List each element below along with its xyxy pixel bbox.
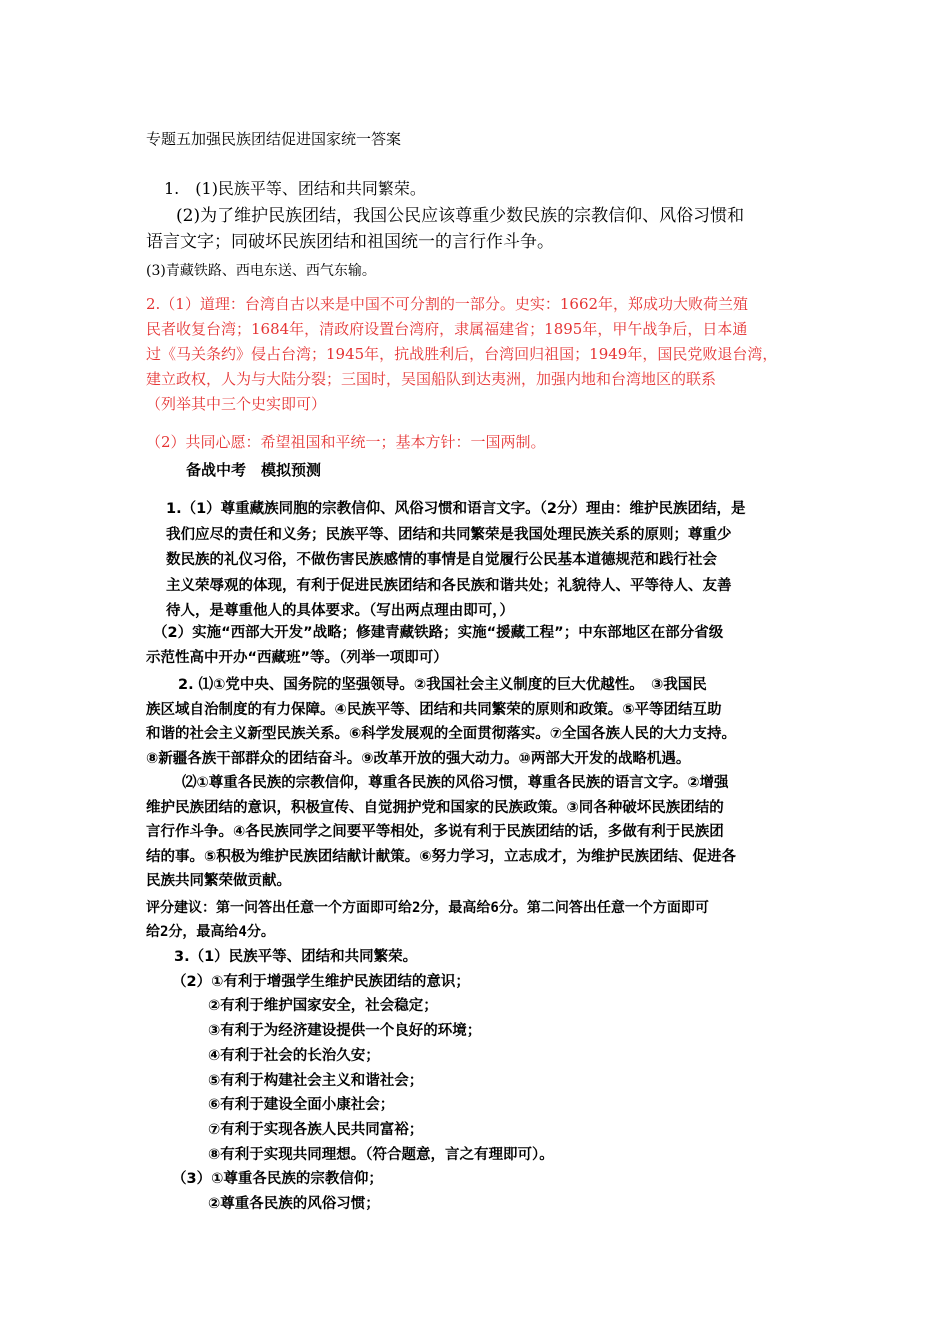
mock-answer-2-part-2 bbox=[146, 771, 821, 894]
mock-1-part-2b: 示范性高中开办“西藏班”等。（列举一项即可） bbox=[146, 650, 448, 666]
answer-2-line: （列举其中三个史实即可） bbox=[146, 395, 327, 413]
document-title: 专题五加强民族团结促进国家统一答案 bbox=[146, 130, 402, 148]
q3-part-3b: ②尊重各民族的风俗习惯； bbox=[208, 1196, 380, 1213]
q3-part-1: 3.（1）民族平等、团结和共同繁荣。 bbox=[174, 949, 418, 965]
scoring-suggestion bbox=[146, 896, 816, 944]
q3-part-2: （2）①有利于增强学生维护民族团结的意识； bbox=[172, 973, 470, 990]
answer-section-1 bbox=[146, 175, 826, 285]
mock-1-line: 1.（1）尊重藏族同胞的宗教信仰、风俗习惯和语言文字。（2分）理由：维护民族团结，是 bbox=[166, 501, 746, 517]
mock-2-line: ⑧新疆各族干部群众的团结奋斗。⑨改革开放的强大动力。⑩两部大开发的战略机遇。 bbox=[146, 750, 691, 767]
scoring-line: 评分建议：第一问答出任意一个方面即可给2分，最高给6分。第二问答出任意一个方面即可 bbox=[146, 900, 709, 916]
answer-2-line: 建立政权，人为与大陆分裂；三国时，吴国船队到达夷洲，加强内地和台湾地区的联系 bbox=[146, 370, 717, 388]
mock-1-line: 数民族的礼仪习俗，不做伤害民族感情的事情是自觉履行公民基本道德规范和践行社会 bbox=[166, 552, 717, 568]
mock-1-line: 主义荣辱观的体现，有利于促进民族团结和各民族和谐共处；礼貌待人、平等待人、友善 bbox=[166, 577, 732, 594]
mock-1-part-2a: （2）实施“西部大开发”战略；修建青藏铁路；实施“援藏工程”；中东部地区在部分省级 bbox=[153, 625, 724, 641]
answer-1-part-1: 1. (1)民族平等、团结和共同繁荣。 bbox=[164, 179, 426, 198]
mock-2-part-2-line: 民族共同繁荣做贡献。 bbox=[146, 873, 291, 889]
answer-2-line: 民者收复台湾；1684年，清政府设置台湾府，隶属福建省；1895年，甲午战争后，日本通 bbox=[146, 320, 748, 338]
answer-2-line: 过《马关条约》侵占台湾；1945年，抗战胜利后，台湾回归祖国；1949年，国民党败退台湾， bbox=[146, 345, 778, 363]
mock-answer-3 bbox=[146, 945, 821, 1217]
mock-1-line: 待人，是尊重他人的具体要求。（写出两点理由即可，） bbox=[166, 603, 514, 619]
scoring-line: 给2分，最高给4分。 bbox=[146, 924, 275, 940]
q3-item: ⑥有利于建设全面小康社会； bbox=[208, 1097, 395, 1114]
mock-2-part-2-line: 维护民族团结的意识，积极宣传、自觉拥护党和国家的民族政策。③同各种破坏民族团结的 bbox=[146, 799, 724, 816]
mock-1-line: 我们应尽的责任和义务；民族平等、团结和共同繁荣是我国处理民族关系的原则；尊重少 bbox=[166, 526, 732, 543]
answer-section-2 bbox=[146, 292, 821, 417]
q3-item: ⑤有利于构建社会主义和谐社会； bbox=[208, 1072, 424, 1089]
answer-1-part-3: (3)青藏铁路、西电东送、西气东输。 bbox=[146, 263, 376, 279]
answer-2-line: 2.（1）道理：台湾自古以来是中国不可分割的一部分。史实：1662年，郑成功大败荷兰殖 bbox=[146, 295, 749, 313]
mock-2-line: 和谐的社会主义新型民族关系。⑥科学发展观的全面贯彻落实。⑦全国各族人民的大力支持。 bbox=[146, 726, 737, 742]
mock-answer-1-part-2 bbox=[146, 621, 818, 671]
q3-item: ⑦有利于实现各族人民共同富裕； bbox=[208, 1121, 424, 1138]
answer-1-part-2a: (2)为了维护民族团结，我国公民应该尊重少数民族的宗教信仰、风俗习惯和 bbox=[176, 206, 745, 226]
mock-2-line: 族区域自治制度的有力保障。④民族平等、团结和共同繁荣的原则和政策。⑤平等团结互助 bbox=[146, 701, 722, 718]
section-heading: 备战中考 模拟预测 bbox=[186, 461, 322, 479]
mock-2-part-2-line: 言行作斗争。④各民族同学之间要平等相处，多说有利于民族团结的话，多做有利于民族团 bbox=[146, 824, 724, 840]
mock-2-part-2-line: ⑵①尊重各民族的宗教信仰，尊重各民族的风俗习惯，尊重各民族的语言文字。②增强 bbox=[182, 775, 729, 791]
answer-1-part-2b: 语言文字；同破坏民族团结和祖国统一的言行作斗争。 bbox=[146, 232, 554, 252]
q3-item: ⑧有利于实现共同理想。（符合题意，言之有理即可）。 bbox=[208, 1146, 554, 1163]
q3-item: ③有利于为经济建设提供一个良好的环境； bbox=[208, 1023, 482, 1040]
mock-2-line: 2. ⑴①党中央、国务院的坚强领导。②我国社会主义制度的巨大优越性。 ③我国民 bbox=[178, 677, 707, 693]
mock-2-part-2-line: 结的事。⑤积极为维护民族团结献计献策。⑥努力学习，立志成才，为维护民族团结、促进各 bbox=[146, 848, 737, 865]
mock-answer-1 bbox=[168, 497, 813, 625]
mock-answer-2 bbox=[146, 673, 821, 771]
answer-2-part-2: （2）共同心愿：希望祖国和平统一；基本方针：一国两制。 bbox=[146, 433, 546, 451]
q3-item: ④有利于社会的长治久安； bbox=[208, 1047, 380, 1064]
q3-item: ②有利于维护国家安全，社会稳定； bbox=[208, 998, 438, 1015]
q3-part-3: （3）①尊重各民族的宗教信仰； bbox=[172, 1171, 383, 1188]
